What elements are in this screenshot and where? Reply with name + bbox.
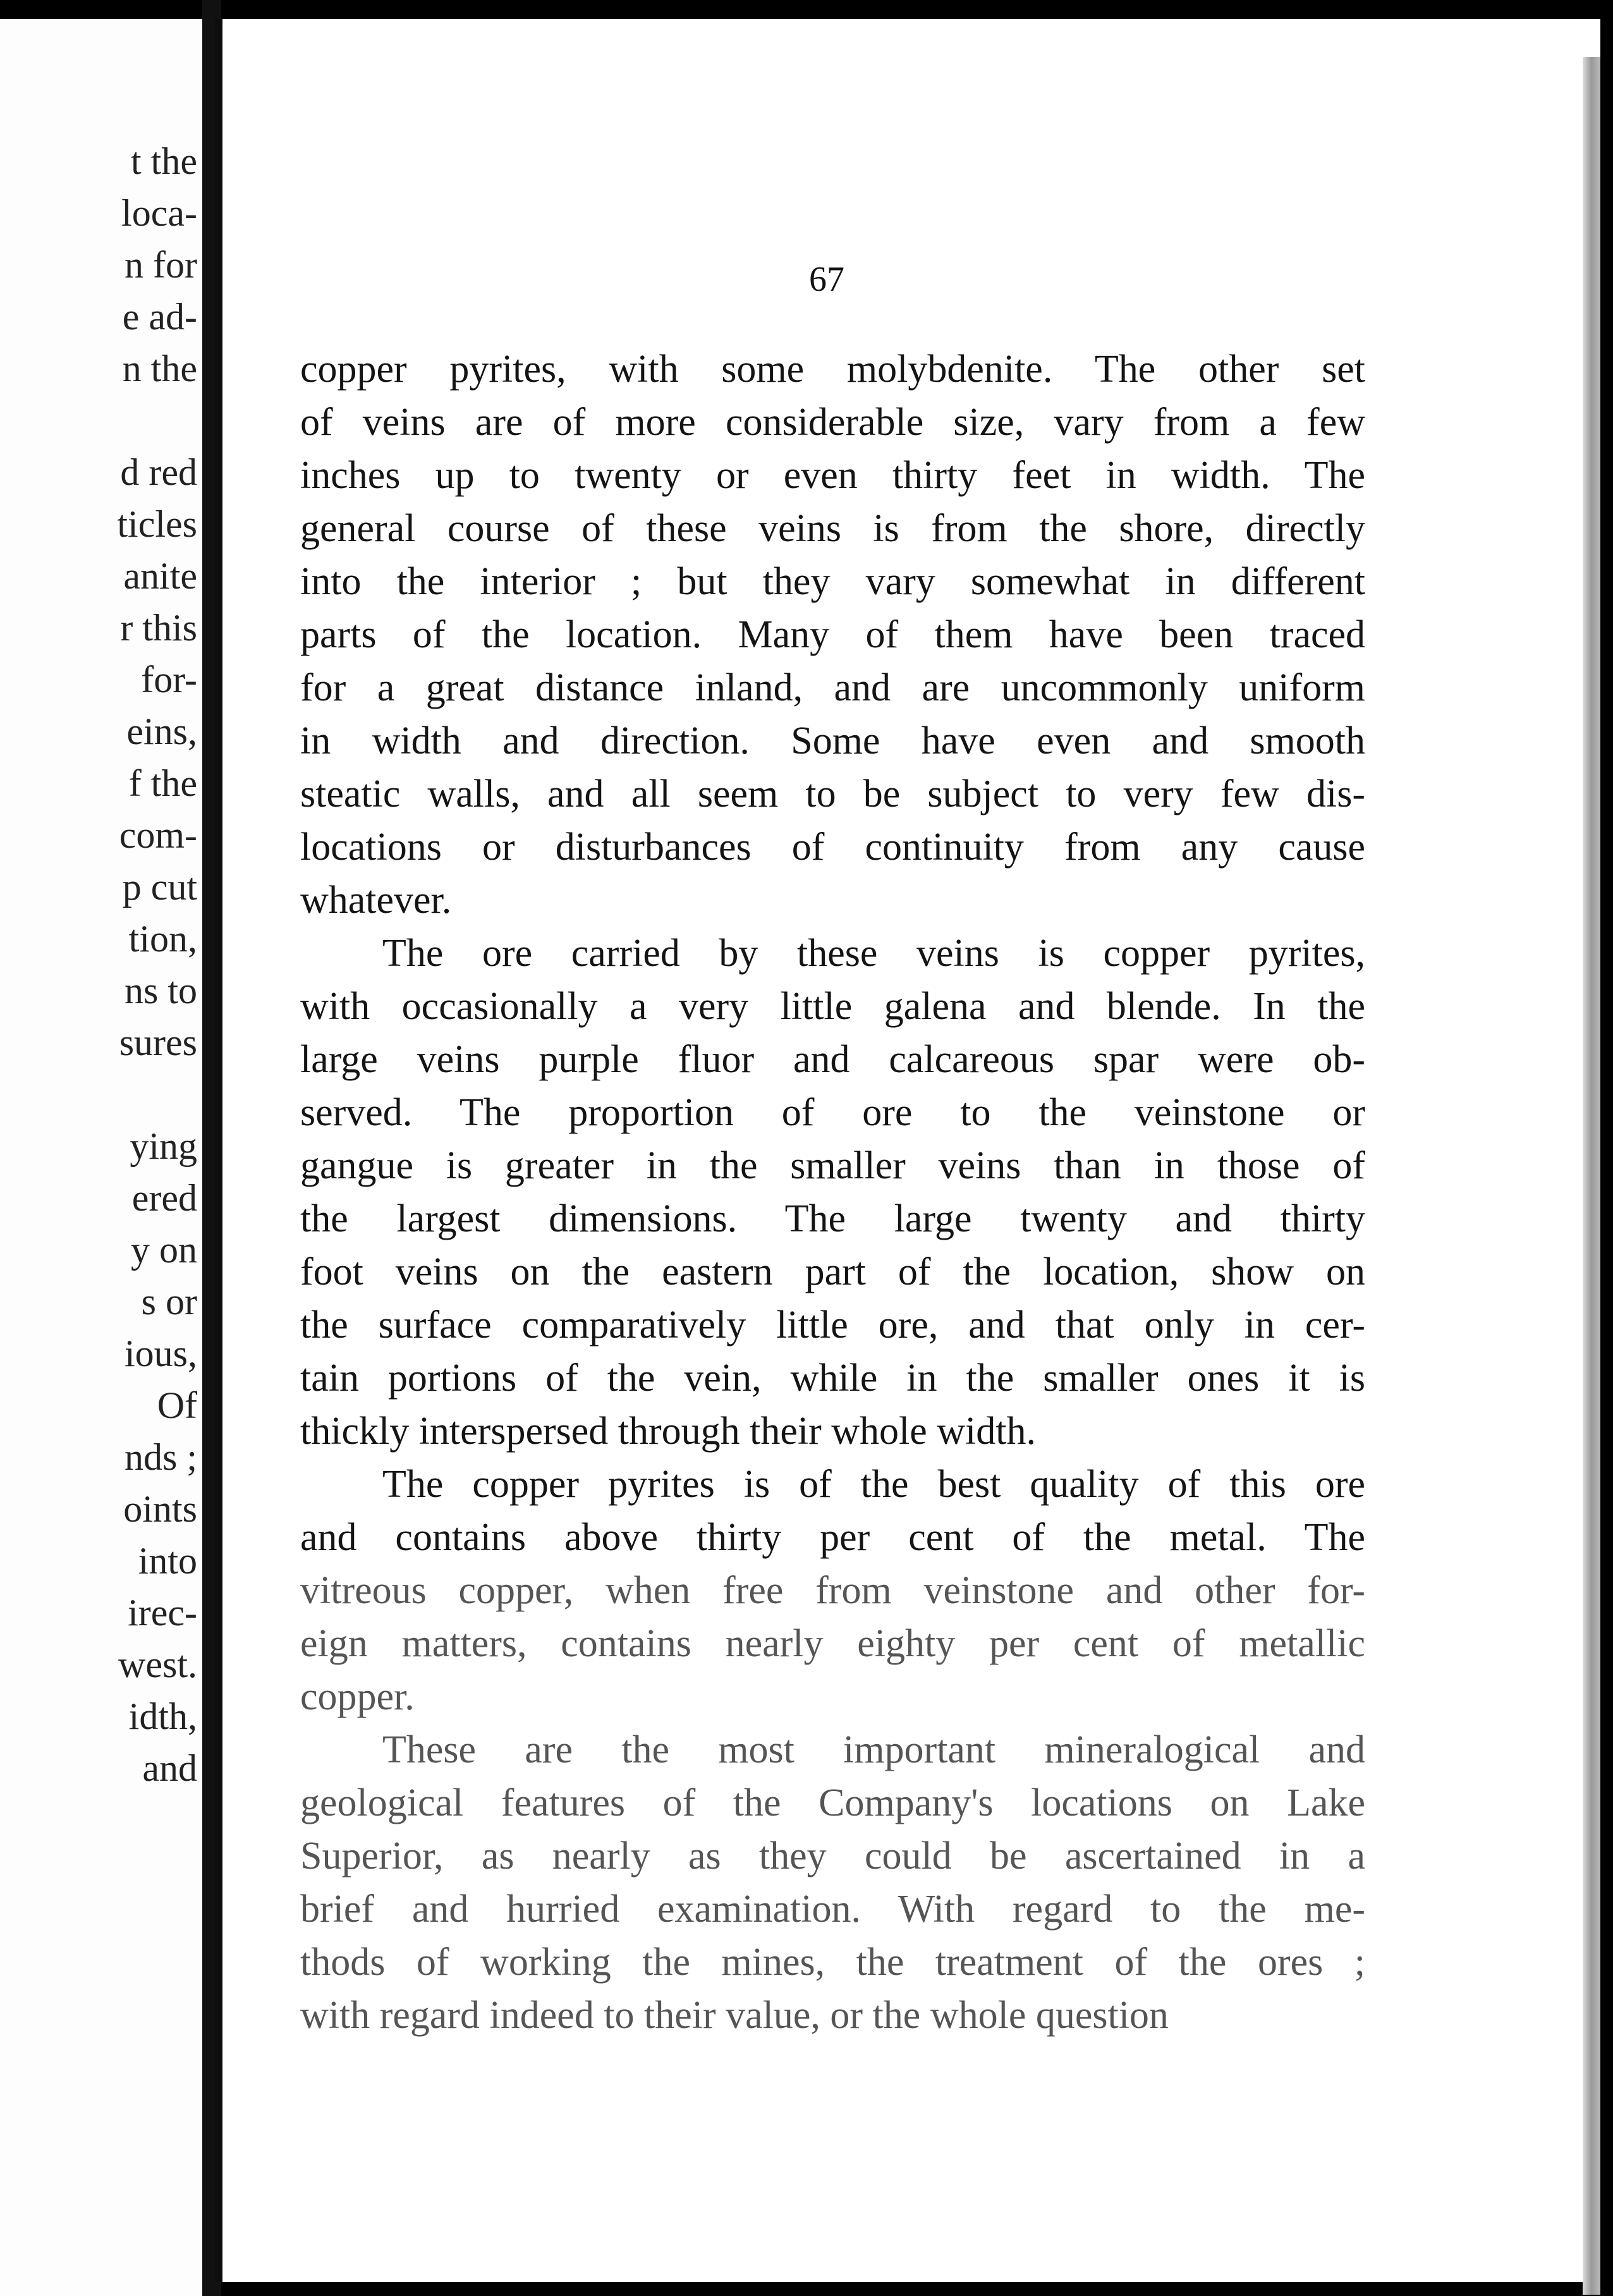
left-page-line: for- bbox=[141, 659, 197, 700]
left-page-line: ticles bbox=[117, 503, 197, 545]
left-page-line: t the bbox=[131, 140, 197, 182]
text-line: with occasionally a very little galena and blende. In the bbox=[300, 985, 1365, 1028]
page-number: 67 bbox=[809, 260, 844, 299]
text-line: and contains above thirty per cent of the metal. The bbox=[300, 1516, 1365, 1559]
text-line: These are the most important mineralogical and bbox=[382, 1728, 1365, 1771]
text-line: thickly interspersed through their whole width. bbox=[300, 1410, 1036, 1453]
text-line: thods of working the mines, the treatment of the ores ; bbox=[300, 1941, 1365, 1984]
text-line: in width and direction. Some have even and smooth bbox=[300, 719, 1365, 762]
left-page-fragment bbox=[0, 19, 202, 2296]
text-line: steatic walls, and all seem to be subject to very few dis- bbox=[300, 772, 1365, 815]
text-line: the surface comparatively little ore, and that only in cer- bbox=[300, 1304, 1365, 1346]
left-page-line: eins, bbox=[126, 711, 197, 752]
left-page-line: idth, bbox=[128, 1695, 197, 1737]
text-line: Superior, as nearly as they could be ascertained in a bbox=[300, 1835, 1365, 1878]
left-page-line: anite bbox=[123, 555, 197, 597]
left-page-line: sures bbox=[119, 1022, 197, 1063]
paragraph bbox=[300, 343, 1365, 927]
text-line: large veins purple fluor and calcareous spar were ob- bbox=[300, 1038, 1365, 1081]
text-line: The copper pyrites is of the best quality of this ore bbox=[382, 1463, 1365, 1506]
text-line: eign matters, contains nearly eighty per cent of metallic bbox=[300, 1622, 1365, 1665]
left-page-line: p cut bbox=[122, 866, 197, 908]
text-line: foot veins on the eastern part of the location, show on bbox=[300, 1250, 1365, 1293]
text-line: vitreous copper, when free from veinstone and other for- bbox=[300, 1569, 1365, 1612]
left-page-line: r this bbox=[120, 607, 197, 649]
text-line: gangue is greater in the smaller veins than in those of bbox=[300, 1144, 1365, 1187]
left-page-line: west. bbox=[118, 1644, 197, 1685]
left-page-line: ns to bbox=[124, 970, 197, 1011]
paragraph bbox=[300, 1458, 1365, 1723]
left-page-line: loca- bbox=[121, 192, 197, 234]
text-line: for a great distance inland, and are uncommonly uniform bbox=[300, 666, 1365, 709]
text-line: tain portions of the vein, while in the smaller ones it is bbox=[300, 1357, 1365, 1400]
left-page-line: oints bbox=[123, 1488, 197, 1530]
left-page-line: y on bbox=[131, 1229, 197, 1271]
left-page-line: tion, bbox=[128, 918, 197, 960]
left-page-line: e ad- bbox=[122, 296, 197, 338]
left-page-line: nds ; bbox=[124, 1436, 197, 1478]
text-line: copper pyrites, with some molybdenite. The other set bbox=[300, 348, 1365, 391]
left-page-line: Of bbox=[157, 1384, 197, 1426]
text-line: The ore carried by these veins is copper pyrites, bbox=[382, 932, 1365, 975]
text-line: brief and hurried examination. With regard to the me- bbox=[300, 1888, 1365, 1931]
paragraph bbox=[300, 1723, 1365, 2042]
left-page-line: into bbox=[138, 1540, 197, 1582]
left-page-line: s or bbox=[141, 1281, 197, 1322]
text-line: into the interior ; but they vary somewhat in different bbox=[300, 560, 1365, 603]
text-line: with regard indeed to their value, or the whole question bbox=[300, 1994, 1169, 2037]
text-line: of veins are of more considerable size, vary from a few bbox=[300, 401, 1365, 444]
left-page-line: d red bbox=[120, 451, 197, 493]
text-line: locations or disturbances of continuity from any cause bbox=[300, 826, 1365, 869]
left-page-line: ying bbox=[130, 1125, 197, 1167]
paragraph bbox=[300, 927, 1365, 1458]
text-line: copper. bbox=[300, 1675, 415, 1718]
left-page-line: n for bbox=[125, 244, 197, 286]
text-line: parts of the location. Many of them have been traced bbox=[300, 613, 1365, 656]
text-line: the largest dimensions. The large twenty and thirty bbox=[300, 1197, 1365, 1240]
body-text bbox=[300, 343, 1365, 2042]
left-page-line: irec- bbox=[128, 1592, 197, 1633]
text-line: inches up to twenty or even thirty feet in width. The bbox=[300, 454, 1365, 497]
left-page-line: f the bbox=[128, 762, 197, 804]
left-page-line: ious, bbox=[124, 1333, 197, 1374]
text-line: served. The proportion of ore to the veinstone or bbox=[300, 1091, 1365, 1134]
page-edge bbox=[1583, 57, 1600, 2295]
left-page-line: and bbox=[142, 1747, 197, 1789]
text-line: geological features of the Company's locations on Lake bbox=[300, 1781, 1365, 1824]
text-line: whatever. bbox=[300, 879, 452, 922]
left-page-line: ered bbox=[131, 1177, 197, 1219]
text-line: general course of these veins is from the shore, directly bbox=[300, 507, 1365, 550]
left-page-line: n the bbox=[122, 348, 197, 389]
left-page-line: com- bbox=[119, 814, 197, 856]
